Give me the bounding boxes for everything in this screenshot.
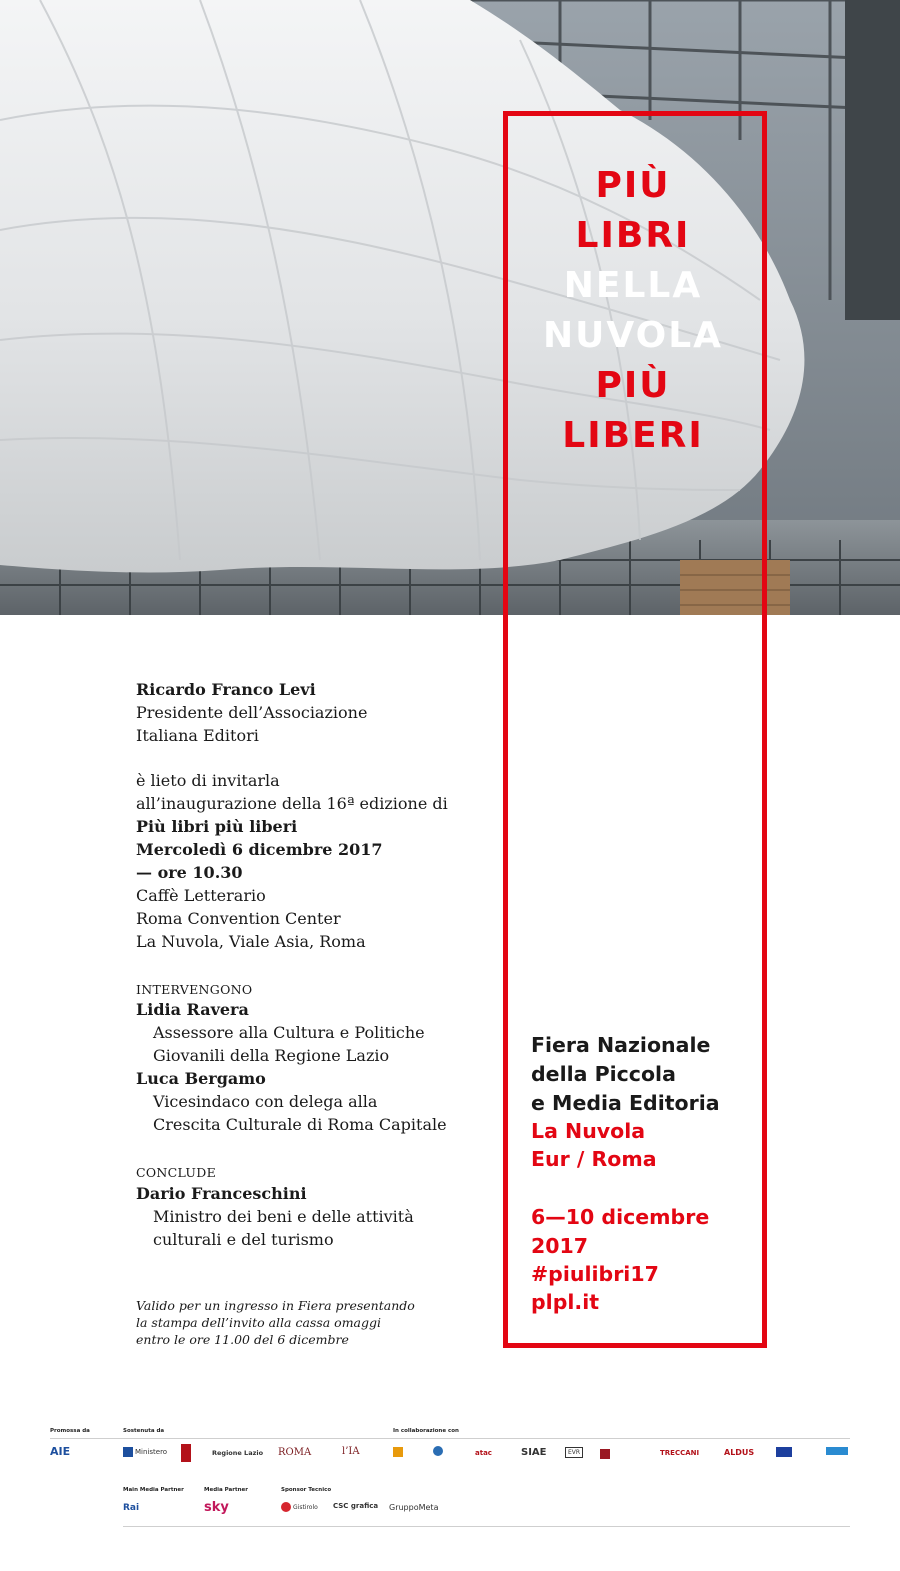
logo-comune bbox=[433, 1446, 443, 1456]
title-line-3: NELLA bbox=[563, 265, 703, 306]
logo-atac-text: atac bbox=[475, 1449, 492, 1457]
logo-aie-text: AIE bbox=[50, 1445, 71, 1458]
speaker-1-name: Lidia Ravera bbox=[136, 1000, 249, 1019]
roma-crest-icon bbox=[181, 1444, 191, 1462]
logo-csc-grafica bbox=[333, 1502, 378, 1510]
fair-dates-1: 6—10 dicembre bbox=[531, 1205, 710, 1229]
speaker-1-role-line-1: Assessore alla Cultura e Politiche bbox=[153, 1023, 425, 1042]
host-name: Ricardo Franco Levi bbox=[136, 680, 316, 699]
logo-gistirolo-text: Gistirolo bbox=[293, 1503, 318, 1511]
logo-gistirolo bbox=[281, 1502, 318, 1512]
logo-treccani-text: TRECCANI bbox=[660, 1449, 700, 1457]
speakers-heading: INTERVENGONO bbox=[136, 982, 253, 997]
title-line-2: LIBRI bbox=[575, 215, 691, 256]
logo-siae-text: SIAE bbox=[521, 1447, 547, 1458]
institut-francais-icon bbox=[826, 1447, 848, 1455]
fair-dates-2: 2017 bbox=[531, 1234, 589, 1258]
logo-sky-text: sky bbox=[204, 1500, 229, 1515]
intro-line-1: è lieto di invitarla bbox=[136, 771, 280, 790]
eu-flag-icon bbox=[776, 1447, 792, 1457]
fair-line-1: Fiera Nazionale bbox=[531, 1033, 711, 1057]
logo-biblioteche bbox=[393, 1447, 403, 1457]
fair-line-3: e Media Editoria bbox=[531, 1091, 720, 1115]
label-supported: Sostenuta da bbox=[123, 1428, 165, 1434]
event-date: Mercoledì 6 dicembre 2017 bbox=[136, 840, 383, 859]
logo-atac bbox=[475, 1449, 492, 1457]
archivi-icon bbox=[600, 1449, 610, 1459]
comune-icon bbox=[433, 1446, 443, 1456]
logo-aldus-text: ALDUS bbox=[724, 1448, 755, 1457]
logo-rai-text: Rai bbox=[123, 1503, 140, 1513]
gistirolo-icon bbox=[281, 1502, 291, 1512]
logo-archivi bbox=[600, 1449, 610, 1459]
logo-csc-text: CSC grafica bbox=[333, 1502, 379, 1510]
logo-aldus bbox=[724, 1448, 754, 1457]
label-main-media: Main Media Partner bbox=[123, 1487, 184, 1493]
logo-evr-text: EVR bbox=[565, 1447, 583, 1458]
fair-location-1: La Nuvola bbox=[531, 1119, 646, 1143]
speaker-3-role-line-1: Ministro dei beni e delle attività bbox=[153, 1207, 414, 1226]
logo-gruppometa bbox=[389, 1503, 438, 1512]
title-line-1: PIÙ bbox=[595, 165, 671, 206]
speaker-2-name: Luca Bergamo bbox=[136, 1069, 266, 1088]
host-role-line-2: Italiana Editori bbox=[136, 726, 259, 745]
fair-location-2: Eur / Roma bbox=[531, 1147, 657, 1171]
logo-gruppometa-text: GruppoMeta bbox=[389, 1503, 439, 1512]
logo-rai bbox=[123, 1503, 139, 1513]
speaker-1-role-line-2: Giovanili della Regione Lazio bbox=[153, 1046, 390, 1065]
validity-note-line-1: Valido per un ingresso in Fiera presentando bbox=[136, 1298, 415, 1313]
logo-eu bbox=[776, 1447, 792, 1457]
title-line-4: NUVOLA bbox=[543, 315, 723, 356]
label-promoted: Promossa da bbox=[50, 1428, 90, 1434]
event-time: — ore 10.30 bbox=[136, 863, 243, 882]
venue-line-1: Caffè Letterario bbox=[136, 886, 266, 905]
venue-line-3: La Nuvola, Viale Asia, Roma bbox=[136, 932, 366, 951]
logo-institut-francais bbox=[826, 1447, 848, 1455]
logo-aie bbox=[50, 1445, 70, 1458]
logo-ministero bbox=[123, 1447, 167, 1457]
logo-roma bbox=[278, 1447, 311, 1458]
label-sponsor: Sponsor Tecnico bbox=[281, 1487, 332, 1493]
speaker-2-role-line-1: Vicesindaco con delega alla bbox=[153, 1092, 378, 1111]
logo-treccani bbox=[660, 1449, 699, 1457]
speaker-3-role-line-2: culturali e del turismo bbox=[153, 1230, 334, 1249]
fair-line-2: della Piccola bbox=[531, 1062, 676, 1086]
logo-sky bbox=[204, 1500, 229, 1515]
logo-siae bbox=[521, 1447, 547, 1458]
logo-ministero-text: Ministero bbox=[135, 1448, 168, 1456]
speaker-3-name: Dario Franceschini bbox=[136, 1184, 307, 1203]
logo-ia bbox=[342, 1446, 360, 1457]
fair-hashtag: #piulibri17 bbox=[531, 1262, 659, 1286]
title-line-6: LIBERI bbox=[562, 415, 704, 456]
validity-note-line-3: entro le ore 11.00 del 6 dicembre bbox=[136, 1332, 349, 1347]
speaker-2-role-line-2: Crescita Culturale di Roma Capitale bbox=[153, 1115, 447, 1134]
biblioteche-icon bbox=[393, 1447, 403, 1457]
conclusion-heading: CONCLUDE bbox=[136, 1165, 217, 1180]
logo-regione-lazio bbox=[212, 1449, 263, 1457]
logo-evr bbox=[565, 1447, 583, 1458]
footer-divider-1 bbox=[50, 1438, 850, 1439]
intro-line-2: all’inaugurazione della 16ª edizione di bbox=[136, 794, 448, 813]
footer-divider-2 bbox=[123, 1526, 850, 1527]
logo-ia-text: l’IA bbox=[342, 1446, 360, 1457]
event-name: Più libri più liberi bbox=[136, 817, 298, 836]
logo-roma-capitale bbox=[181, 1444, 191, 1462]
logo-regione-lazio-text: Regione Lazio bbox=[212, 1449, 264, 1457]
label-media: Media Partner bbox=[204, 1487, 248, 1493]
validity-note-line-2: la stampa dell’invito alla cassa omaggi bbox=[136, 1315, 382, 1330]
title-line-5: PIÙ bbox=[595, 365, 671, 406]
host-role-line-1: Presidente dell’Associazione bbox=[136, 703, 368, 722]
venue-line-2: Roma Convention Center bbox=[136, 909, 341, 928]
ministero-icon bbox=[123, 1447, 133, 1457]
fair-website[interactable]: plpl.it bbox=[531, 1290, 600, 1314]
logo-roma-text: ROMA bbox=[278, 1447, 312, 1458]
label-collab: In collaborazione con bbox=[393, 1428, 459, 1434]
